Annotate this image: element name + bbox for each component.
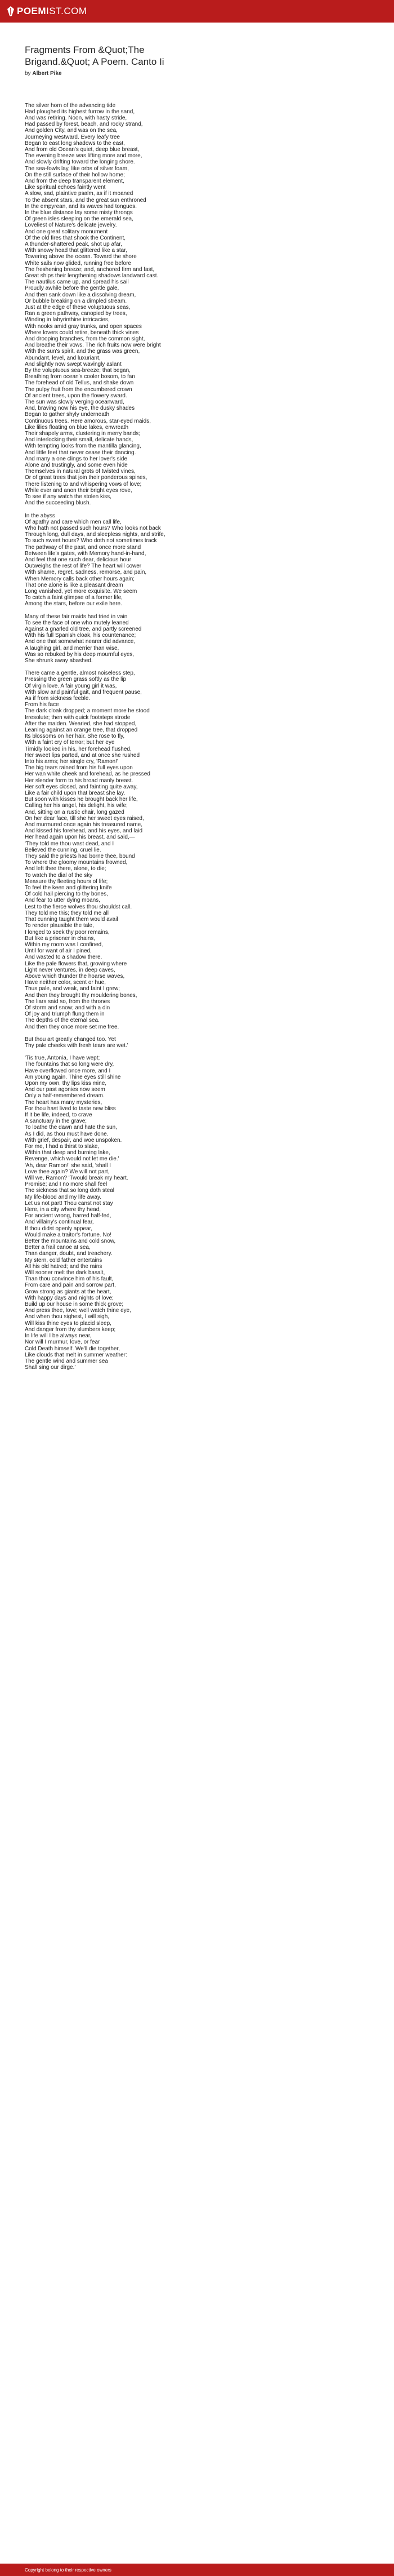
by-label: by [25, 70, 31, 77]
poem-line: The pulpy fruit from the encumbered crown [25, 386, 132, 393]
poem-line: Among the stars, before our exile here. [25, 601, 122, 608]
poem-byline [25, 70, 369, 77]
poem-line: There came a gentle, almost noiseless step, [25, 670, 135, 677]
poem-line: On the still surface of their hollow home; [25, 171, 125, 178]
poem-line: With snowy head that glittered like a star, [25, 247, 127, 254]
poem-line: Lest to the fierce wolves thou shouldst call. [25, 903, 132, 910]
poem-line: To feel the keen and glittering knife [25, 885, 112, 892]
poem-line: Or bubble breaking on a dimpled stream. [25, 298, 127, 304]
poem-line: To catch a faint glimpse of a former life, [25, 595, 123, 601]
poem-line: They said the priests had borne thee, bound [25, 853, 135, 860]
poem-line: 'Ah, dear Ramon!' she said, 'shall I [25, 1162, 111, 1169]
poem-line: While ever and anon their bright eyes rove, [25, 487, 132, 494]
poem-line: With tempting looks from the mantilla glancing, [25, 443, 141, 450]
poem-line: From his face [25, 702, 59, 708]
poem-line: As I did, as thou must have done. [25, 1130, 109, 1137]
poem-line: Grow strong as giants at the heart, [25, 1288, 111, 1295]
poem-line: Nor will I murmur, love, or fear [25, 1339, 100, 1346]
poem-line: And, braving now his eye, the dusky shades [25, 405, 135, 412]
poem-line: And one great solitary monument [25, 228, 108, 235]
poem-line: Of apathy and care which men call life, [25, 518, 122, 525]
poem-line: Her slender form to his broad manly breast. [25, 777, 133, 784]
poem-line: Had ploughed its highest furrow in the sand, [25, 108, 135, 115]
poem-line: Of the old fires that shook the Continent, [25, 234, 126, 241]
poem-line: Would make a traitor's fortune. No! [25, 1231, 112, 1238]
poem-line: And was retiring. Noon, with hasty stride, [25, 114, 127, 121]
poem-line: The freshening breeze; and, anchored firm and fast, [25, 266, 155, 273]
poem-line: Her soft eyes closed, and fainting quite away, [25, 783, 138, 790]
poem-line: Of virgin love. A fair young girl it was, [25, 682, 117, 689]
poem-line: And then sank down like a dissolving dream, [25, 291, 136, 298]
poem-line: The fountains that so long were dry, [25, 1061, 114, 1068]
poem-line: The evening breeze was lifting more and more, [25, 153, 142, 159]
poem-line: For thou hast lived to taste new bliss [25, 1105, 116, 1112]
poem-line: Will sooner melt the dark basalt, [25, 1270, 105, 1276]
poem-line: Am young again. Thine eyes still shine [25, 1074, 121, 1080]
poem-line: Through long, dull days, and sleepless nights, and strife, [25, 531, 165, 538]
poem-line: The gentle wind and summer sea [25, 1358, 108, 1364]
author-link[interactable]: Albert Pike [32, 70, 62, 77]
poem-line: To such sweet hours? Who doth not sometimes track [25, 538, 157, 544]
poem-line: Loveliest of Nature's delicate jewelry. [25, 222, 117, 229]
poem-line: The forehead of old Tellus, and shake down [25, 380, 134, 387]
poem-line: And, sitting on a rustic chair, long gazed [25, 809, 124, 815]
poem-line: And feel that one such dear, delicious hour [25, 556, 132, 563]
poem-line: Thy pale cheeks with fresh tears are wet.' [25, 1042, 128, 1049]
poem-stanza [25, 1055, 369, 1371]
poem-line: And villainy's continual fear, [25, 1219, 94, 1226]
poem-line: I longed to seek thy poor remains, [25, 929, 110, 935]
poem-line: Towering above the ocean. Toward the shore [25, 254, 137, 260]
poem-line: And interlocking their small, delicate hands, [25, 437, 133, 444]
poem-line: Only a half-remembered dream. [25, 1093, 105, 1099]
poem-line: And then they brought thy mouldering bones, [25, 992, 137, 999]
poem-line: Had passed by forest, beach, and rocky strand, [25, 121, 143, 128]
poem-line: Began to east long shadows to the east, [25, 140, 125, 147]
poem-line: Their shapely arms, clustering in merry bands; [25, 431, 141, 437]
poem-line: With slow and painful gait, and frequent pause, [25, 689, 142, 695]
poem-line: And fear to utter dying moans, [25, 897, 100, 904]
poem-line: And then they once more set me free. [25, 1023, 119, 1030]
poem-line: 'They told me thou wast dead, and I [25, 840, 114, 847]
poem-line: Have overflowed once more, and I [25, 1067, 111, 1074]
poem-line: Its blossoms on her hair. She rose to fly, [25, 733, 125, 740]
poem-line: That cunning taught them would avail [25, 916, 118, 923]
poem-line: Leaning against an orange tree, that dropped [25, 727, 138, 733]
poem-line: Thus pale, and weak, and faint I grew; [25, 986, 120, 992]
poem-line: Of green isles sleeping on the emerald sea, [25, 216, 133, 223]
poem-line: Where lovers could retire, beneath thick vines [25, 329, 139, 336]
poem-line: And breathe their vows. The rich fruits now were bright [25, 342, 161, 349]
logo-bold-text: POEM [17, 6, 47, 16]
poem-line: And slightly now swept wavingly aslant [25, 361, 122, 367]
poem-line: And when thou sighest, I will sigh, [25, 1314, 110, 1320]
poem-stanza [25, 513, 369, 608]
poem-line: Irresolute; then with quick footsteps strode [25, 714, 131, 721]
poem-line: Outweighs the rest of life? The heart will cower [25, 563, 142, 570]
poem-line: My stern, cold father entertains [25, 1257, 102, 1263]
poem-line: Long vanished, yet more exquisite. We seem [25, 588, 137, 595]
poem-line: Build up our house in some thick grove; [25, 1301, 124, 1308]
poem-line: And danger from thy slumbers keep; [25, 1326, 116, 1333]
site-header [0, 0, 394, 23]
poem-line: The dark cloak dropped; a moment more he stood [25, 708, 150, 715]
poem-line: Like lilies floating on blue lakes, enwreath [25, 424, 128, 431]
poem-stanza [25, 614, 369, 664]
poem-line: And kissed his forehead, and his eyes, and laid [25, 828, 143, 835]
poem-line: Timidly looked in his, her forehead flushed, [25, 746, 132, 752]
poem-line: Her wan white cheek and forehead, as he pressed [25, 771, 150, 778]
poem-line: Themselves in natural grots of twisted vines, [25, 468, 136, 475]
poem-line: The depths of the eternal sea. [25, 1017, 100, 1024]
poem-line: Here, in a city where thy head, [25, 1207, 101, 1213]
poem-line: And from the deep transparent element, [25, 178, 124, 184]
poem-line: The sun was slowly verging oceanward, [25, 399, 124, 406]
poem-line: Of joy and triumph flung them in [25, 1011, 105, 1018]
poem-line: By the voluptuous sea-breeze; that began, [25, 367, 131, 374]
poem-line: With nooks amid gray trunks, and open spaces [25, 323, 142, 330]
poem-line: And left thee there, alone, to die; [25, 866, 106, 872]
poem-line: Promise; and I no more shall feel [25, 1181, 108, 1188]
poem-line: If it be life, indeed, to crave [25, 1111, 92, 1118]
poem-line: Within my room was I confined, [25, 941, 103, 948]
poem-line: A thunder-shattered peak, shot up afar, [25, 241, 122, 247]
poem-line: Calling her his angel, his delight, his wife; [25, 802, 128, 809]
poem-line: To render plausible the tale, [25, 923, 94, 929]
poem-line: Better the mountains and cold snow, [25, 1238, 116, 1245]
poem-line: Of storm and snow; and with a din [25, 1004, 110, 1011]
poem-line: My life-blood and my life away. [25, 1194, 101, 1200]
poem-line: Cold Death himself. We'll die together, [25, 1345, 120, 1352]
poem-line: The sea-fowls lay, like orbs of silver foam, [25, 165, 129, 172]
poem-line: Her sweet lips parted, and at once she rushed [25, 752, 140, 759]
poem-line: Proudly awhile before the gentle gale, [25, 285, 119, 292]
poem-line: The nautilus came up, and spread his sail [25, 279, 129, 286]
poem-line: All his old hatred; and the rains [25, 1263, 102, 1270]
poem-line: Will kiss thine eyes to placid sleep, [25, 1320, 111, 1327]
poem-line: And drooping branches, from the common sight, [25, 336, 145, 343]
poem-line: Measure thy fleeting hours of life; [25, 878, 108, 885]
poem-line: Between life's gates, with Memory hand-in-hand, [25, 550, 146, 557]
poem-line: That one alone is like a pleasant dream [25, 582, 123, 588]
poem-line: To the absent stars, and the great sun enthroned [25, 197, 146, 203]
poem-line: Of ancient trees, upon the flowery sward. [25, 392, 127, 399]
poem-line: Winding in labyrinthine intricacies, [25, 317, 110, 323]
poem-line: Believed the cunning, cruel lie. [25, 846, 101, 853]
poem-line: Within that deep and burning lake, [25, 1150, 110, 1156]
poem-line: Alone and trustingly, and some even hide [25, 462, 128, 469]
poem-line: The pathway of the past, and once more stand [25, 544, 141, 551]
poem-line: Like spiritual echoes faintly went [25, 184, 106, 191]
poem-line: Love thee again? We will not part, [25, 1168, 110, 1175]
poem-line: The silver horn of the advancing tide [25, 102, 116, 109]
poem-line: Like clouds that melt in summer weather: [25, 1351, 127, 1358]
poem-line: A slow, sad, plaintive psalm, as if it moaned [25, 190, 133, 197]
poem-line: When Memory calls back other hours again; [25, 575, 135, 582]
poem-line: 'Tis true, Antonia, I have wept; [25, 1055, 100, 1062]
quill-icon [7, 6, 15, 16]
poem-line: To loathe the dawn and hate the sun, [25, 1124, 118, 1131]
poem-line: With a faint cry of terror; but her eye [25, 739, 115, 746]
poem-line: To see if any watch the stolen kiss, [25, 494, 111, 500]
poem-line: Many of these fair maids had tried in vain [25, 613, 128, 620]
poem-line: A laughing girl, and merrier than wise, [25, 645, 119, 651]
poem-line: And the succeeding blush. [25, 500, 91, 507]
poem-line: Was so rebuked by his deep mournful eyes, [25, 651, 135, 658]
poem-line: Ran a green pathway, canopied by trees, [25, 311, 127, 317]
poem-line: Into his arms; her single cry, 'Ramon!' [25, 759, 118, 765]
poem-line: Who hath not passed such hours? Who looks not back [25, 525, 161, 531]
poem-line: Than thou convince him of his fault, [25, 1276, 114, 1283]
poem-line: For ancient wrong, harred half-fed, [25, 1213, 111, 1220]
poem-line: Like a fair child upon that breast she lay. [25, 790, 126, 797]
poem-line: Until for want of air I pined, [25, 948, 92, 955]
poem-title: Fragments From &Quot;The Brigand.&Quot; A Poem. Canto Ii [25, 45, 164, 68]
poem-line: In life will I be always near, [25, 1333, 92, 1340]
poem-line: Or of great trees that join their ponderous spines, [25, 475, 147, 481]
poem-line: Upon my own, thy lips kiss mine, [25, 1080, 107, 1087]
poem-line: With shame, regret, sadness, remorse, and pain, [25, 569, 147, 576]
site-footer [0, 2564, 394, 2576]
poem-line: The heart has many mysteries, [25, 1099, 102, 1106]
poem-line: And one that somewhat nearer did advance, [25, 639, 136, 645]
poem-line: To where the gloomy mountains frowned, [25, 859, 128, 866]
poem-line: The big tears rained from his full eyes upon [25, 765, 133, 772]
main-content [0, 23, 394, 1371]
poem-line: They told me this; they told me all [25, 910, 109, 916]
poem-line: Better a frail canoe at sea, [25, 1244, 91, 1251]
poem-line: And little feet that never cease their dancing. [25, 449, 136, 456]
poem-line: And golden City, and was on the sea, [25, 127, 118, 134]
poem-line: Light never ventures, in deep caves, [25, 966, 115, 973]
poem-line: Than danger, doubt, and treachery. [25, 1251, 113, 1257]
poem-line: The liars said so, from the thrones [25, 998, 110, 1005]
poem-line: Above which thunder the hoarse waves, [25, 973, 125, 979]
poem-body [25, 103, 369, 1371]
poem-line: Let us not part! Thou canst not stay [25, 1200, 113, 1207]
poem-stanza [25, 103, 369, 507]
poem-line: With his full Spanish cloak, his countenance; [25, 632, 136, 639]
poem-line: In the abyss [25, 512, 55, 519]
poem-line: And wasted to a shadow there. [25, 954, 102, 961]
poem-line: Of cold hail piercing to thy bones, [25, 891, 108, 898]
poem-line: Like the pale flowers that, growing where [25, 960, 127, 967]
poem-line: There listening to and whispering vows of love; [25, 481, 142, 487]
poem-line: A sanctuary in the grave; [25, 1118, 87, 1125]
copyright-text: Copyright belong to their respective owners [25, 2567, 111, 2573]
poem-stanza [25, 1036, 369, 1049]
poem-stanza [25, 670, 369, 1030]
poem-line: But thou art greatly changed too. Yet [25, 1036, 116, 1043]
poem-line: After the maiden. Wearied, she had stopped, [25, 720, 137, 727]
poem-line: Shall sing our dirge.' [25, 1364, 76, 1371]
poem-line: Breathing from ocean's cooler bosom, to fan [25, 374, 135, 380]
poem-line: To watch the dial of the sky [25, 872, 93, 879]
poem-line: With the sun's spirit, and the grass was green, [25, 348, 140, 355]
poem-line: And press thee, love; well watch thine eye, [25, 1307, 131, 1314]
poem-line: If thou didst openly appear, [25, 1225, 93, 1232]
poem-line: And many a one clings to her lover's side [25, 455, 128, 462]
poem-line: With grief, despair, and woe unspoken. [25, 1137, 122, 1143]
poem-line: On her dear face, till she her sweet eyes raised, [25, 815, 144, 822]
poem-line: Continuous trees. Here amorous, star-eyed maids, [25, 418, 151, 424]
poem-line: Revenge, which would not let me die.' [25, 1156, 119, 1163]
poem-line: White sails now glided, running free before [25, 260, 131, 267]
poem-line: Great ships their lengthening shadows landward cast. [25, 272, 159, 279]
poem-line: To see the face of one who mutely leaned [25, 619, 129, 626]
poem-line: But like a prisoner in chains, [25, 935, 96, 942]
poem-line: And from old Ocean's quiet, deep blue breast, [25, 146, 140, 153]
poem-line: Will we, Ramon? 'Twould break my heart. [25, 1175, 128, 1182]
poem-line: In the empyrean, and its waves had tongues. [25, 203, 137, 210]
site-logo[interactable] [7, 6, 87, 17]
poem-line: Began to gather shyly underneath [25, 411, 110, 418]
poem-line: As if from sickness feeble. [25, 695, 91, 702]
poem-line: With happy days and nights of love; [25, 1294, 114, 1301]
poem-line: But soon with kisses he brought back her life, [25, 796, 138, 803]
poem-line: Just at the edge of these voluptuous seas, [25, 304, 131, 311]
poem-line: The sickness that so long doth steal [25, 1187, 114, 1194]
poem-line: And slowly drifting toward the longing shore. [25, 159, 135, 166]
poem-line: Abundant, level, and luxuriant, [25, 354, 101, 361]
poem-line: Against a gnarled old tree, and partly screened [25, 626, 142, 632]
logo-thin-text: IST.COM [46, 6, 87, 16]
poem-line: Have neither color, scent or hue, [25, 979, 106, 986]
poem-line: And our past agonies now seem [25, 1087, 105, 1093]
poem-line: Her head again upon his breast, and said,— [25, 834, 135, 841]
poem-line: In the blue distance lay some misty throngs [25, 209, 133, 216]
poem-line: For me, I had a thirst to slake, [25, 1143, 100, 1150]
poem-line: From care and pain and sorrow part, [25, 1282, 116, 1289]
poem-line: Pressing the green grass softly as the lip [25, 676, 127, 683]
poem-line: Journeying westward. Every leafy tree [25, 134, 120, 140]
poem-line: She shrunk away abashed. [25, 657, 93, 664]
poem-line: And murmured once again his treasured name, [25, 822, 143, 828]
